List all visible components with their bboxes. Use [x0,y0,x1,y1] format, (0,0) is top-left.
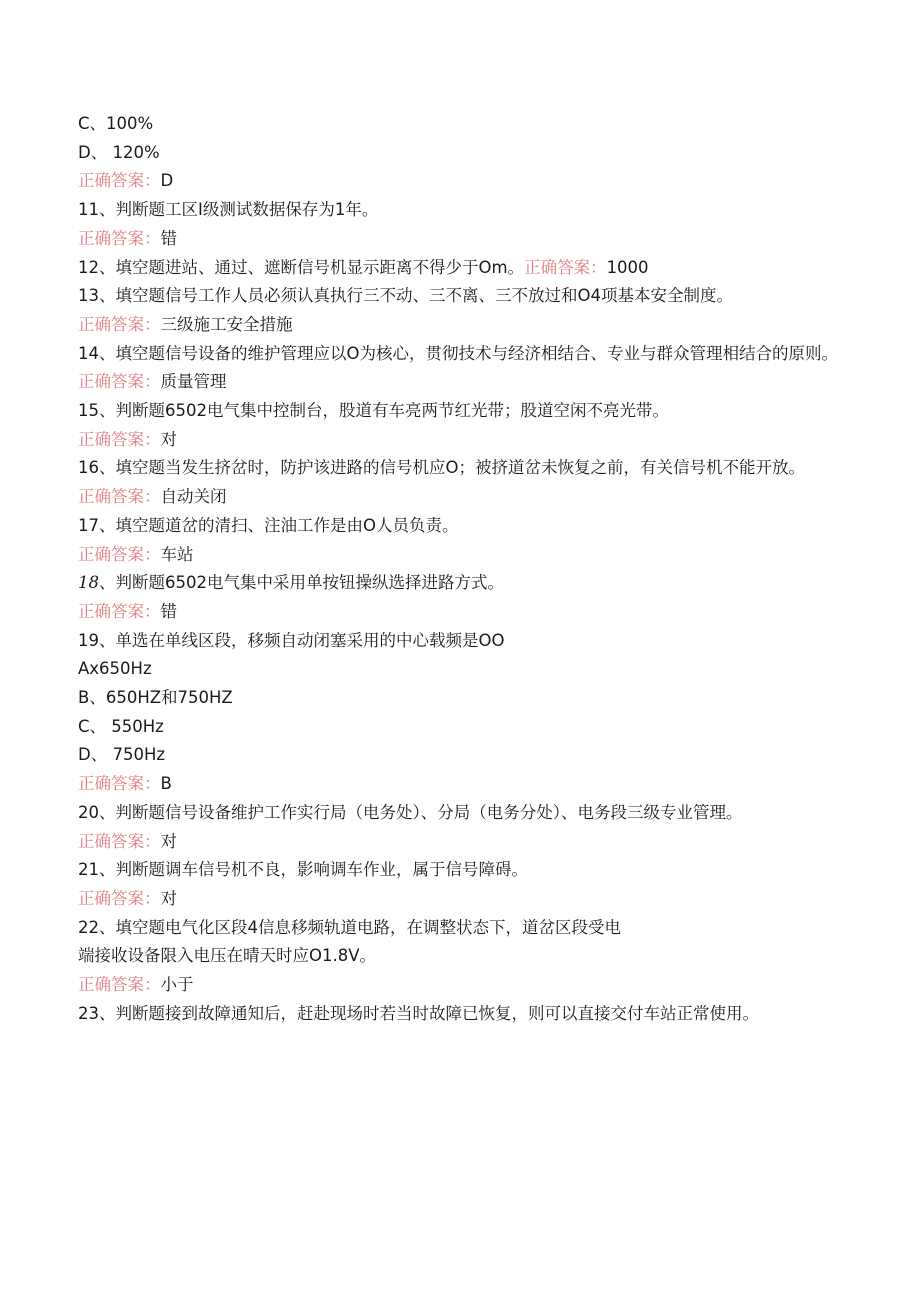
line-text: D、 750Hz [78,745,166,765]
answer-value: 对 [160,429,177,449]
line-text: 13、填空题信号工作人员必须认真执行三不动、三不离、三不放过和O4项基本安全制度。 [78,286,733,306]
text-line [78,397,848,426]
line-text: 21、判断题调车信号机不良，影响调车作业，属于信号障碍。 [78,860,528,880]
text-line [78,856,848,885]
text-line [78,282,848,311]
answer-value: 对 [160,831,177,851]
answer-value: 自动关闭 [160,487,227,507]
line-text: Ax650Hz [78,659,152,679]
text-line [78,196,848,225]
text-line [78,110,848,139]
answer-label: 正确答案： [78,601,161,621]
text-line [78,340,848,369]
text-line [78,942,848,971]
text-line [78,684,848,713]
answer-value: 三级施工安全措施 [160,314,293,334]
line-text: 14、填空题信号设备的维护管理应以O为核心，贯彻技术与经济相结合、专业与群众管理相结合的原则。 [78,343,838,363]
answer-line [78,311,848,340]
answer-label: 正确答案： [78,487,161,507]
answer-line [78,541,848,570]
line-text: 23、判断题接到故障通知后，赶赴现场时若当时故障已恢复，则可以直接交付车站正常使用。 [78,1003,759,1023]
answer-line [78,483,848,512]
line-text: 19、单选在单线区段，移频自动闭塞采用的中心载频是OO [78,630,505,650]
text-line [78,799,848,828]
text-line [78,627,848,656]
answer-label: 正确答案： [78,831,161,851]
answer-value: 质量管理 [160,372,227,392]
line-text: 11、判断题工区I级测试数据保存为1年。 [78,200,379,220]
answer-line [78,828,848,857]
answer-line [78,885,848,914]
answer-line [78,770,848,799]
answer-value: D [160,171,174,191]
text-line [78,914,848,943]
line-text: C、 550Hz [78,716,164,736]
answer-label: 正确答案： [78,314,161,334]
document-body [78,110,848,1029]
line-text: 端接收设备限入电压在晴天时应O1.8V。 [78,946,377,966]
line-text: 15、判断题6502电气集中控制台，股道有车亮两节红光带；股道空闲不亮光带。 [78,401,669,421]
answer-label: 正确答案： [78,171,161,191]
answer-line [78,368,848,397]
answer-label: 正确答案： [78,774,161,794]
answer-line [78,225,848,254]
answer-label: 正确答案： [78,429,161,449]
answer-value: 1000 [606,257,649,277]
answer-label: 正确答案： [78,372,161,392]
answer-label: 正确答案： [78,888,161,908]
answer-line [78,598,848,627]
answer-value: 错 [160,228,177,248]
text-line [78,713,848,742]
answer-value: 错 [160,601,177,621]
text-line [78,1000,848,1029]
answer-line [78,167,848,196]
answer-line [78,971,848,1000]
text-line [78,512,848,541]
answer-value: 对 [160,888,177,908]
question-line [78,254,848,283]
text-line [78,454,848,483]
answer-label: 正确答案： [78,544,161,564]
text-line [78,139,848,168]
answer-value: B [160,774,172,794]
line-text: D、 120% [78,142,160,162]
text-line [78,741,848,770]
line-text: C、100% [78,114,154,133]
answer-label: 正确答案： [524,257,607,277]
line-text: 17、填空题道岔的清扫、注油工作是由O人员负责。 [78,515,459,535]
answer-value: 小于 [160,975,194,995]
text-line [78,655,848,684]
question-line [78,569,848,598]
answer-label: 正确答案： [78,975,161,995]
answer-value: 车站 [160,544,194,564]
question-text: 12、填空题进站、通过、遮断信号机显示距离不得少于Om。 [78,257,525,277]
line-text: 20、判断题信号设备维护工作实行局（电务处）、分局（电务分处）、电务段三级专业管理。 [78,802,743,822]
question-number: 18 [78,573,99,593]
answer-line [78,426,848,455]
line-text: B、650HZ和750HZ [78,688,233,708]
question-text: 、判断题6502电气集中采用单按钮操纵选择进路方式。 [99,573,504,593]
line-text: 16、填空题当发生挤岔时，防护该进路的信号机应O；被挤道岔未恢复之前，有关信号机不能开放。 [78,458,805,478]
line-text: 22、填空题电气化区段4信息移频轨道电路，在调整状态下，道岔区段受电 [78,917,621,937]
answer-label: 正确答案： [78,228,161,248]
